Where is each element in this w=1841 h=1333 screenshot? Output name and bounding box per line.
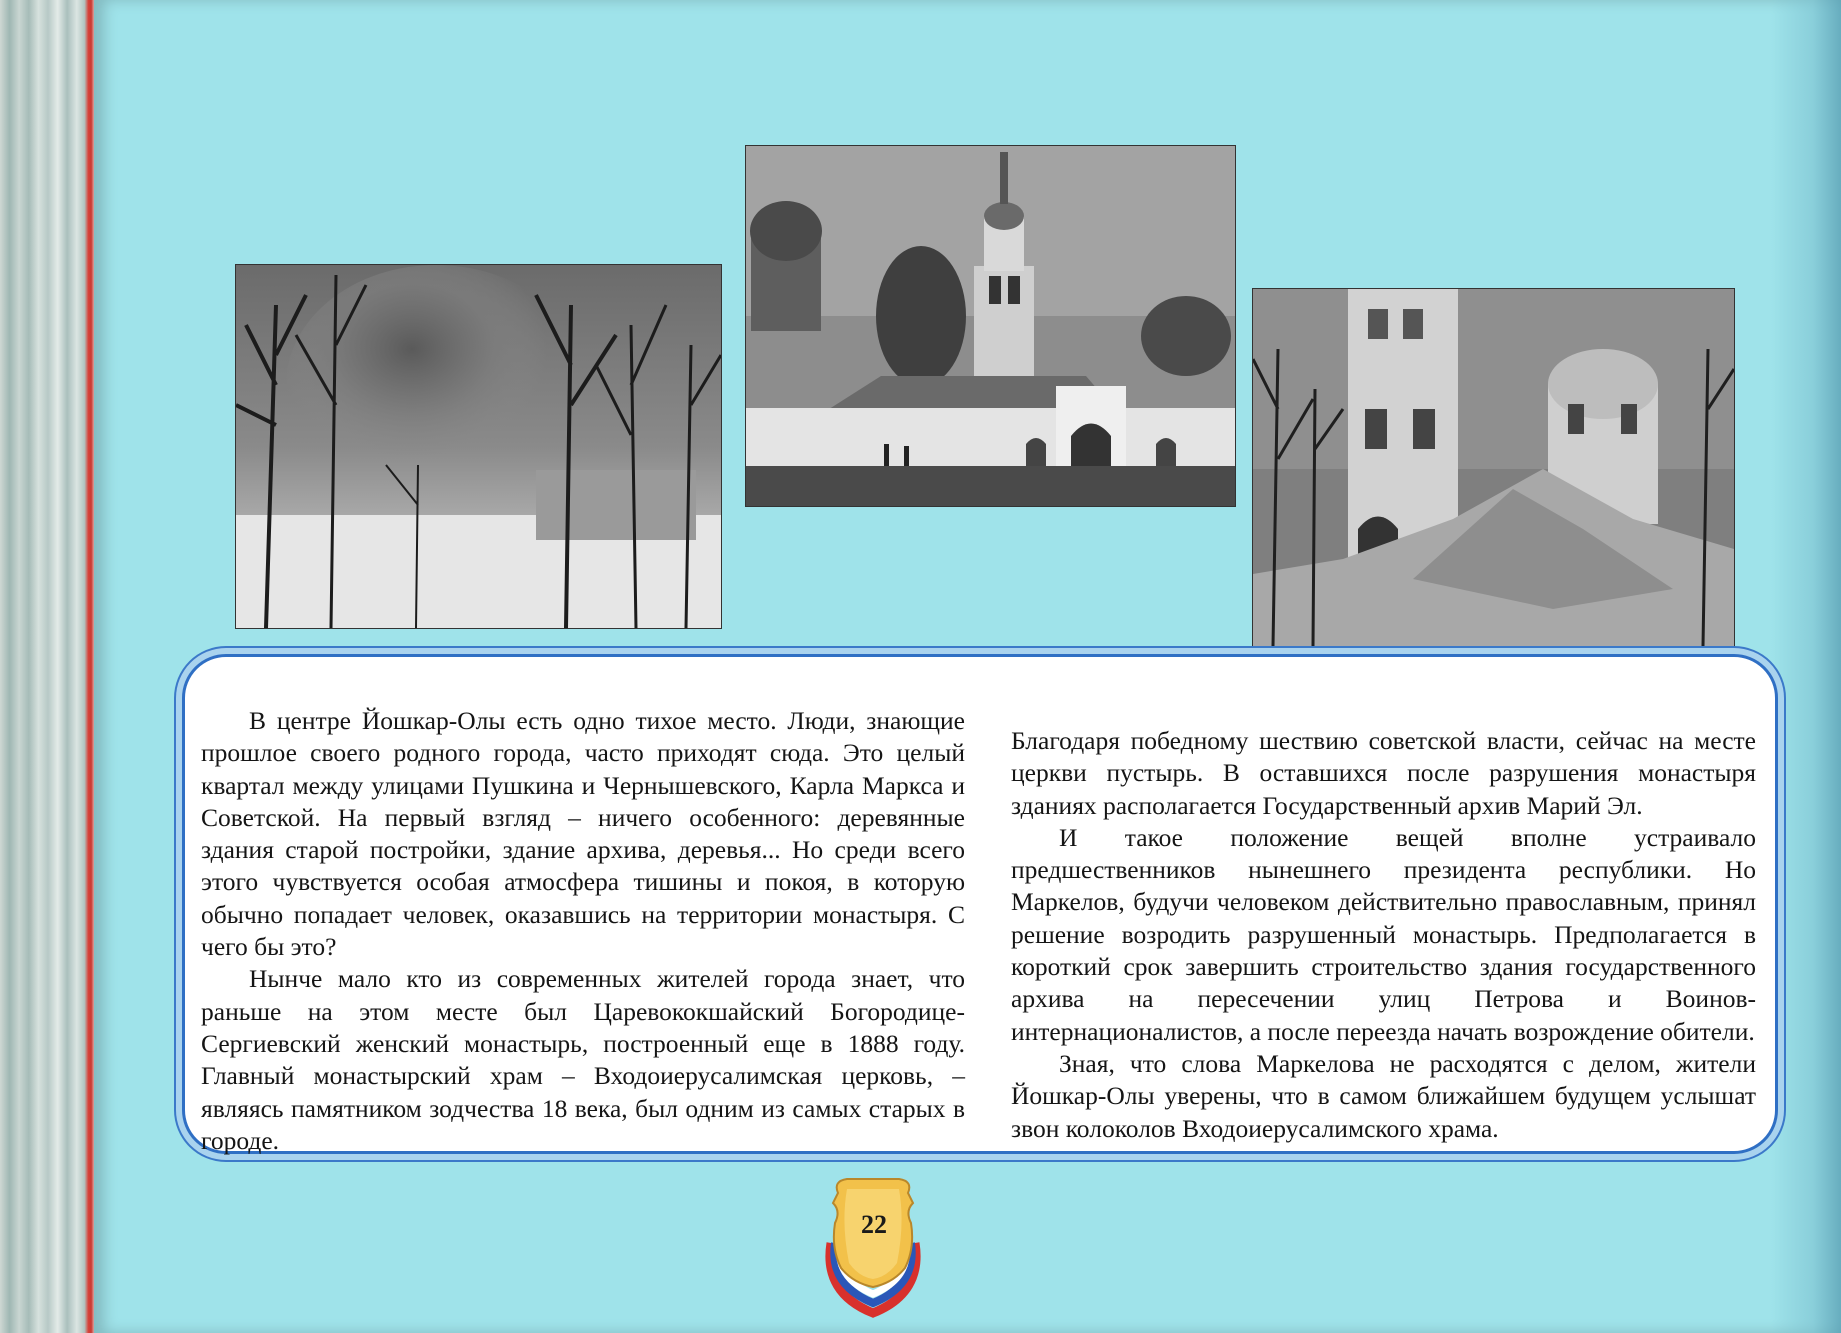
photo-monastery-bell-tower [745, 145, 1236, 507]
photo-smoke-winter-trees [235, 264, 722, 629]
paragraph: В центре Йошкар-Олы есть одно тихое место. Люди, знающие прошлое своего родного города, часто приходят сюда. Это целый квартал между улицами Пушкина и Чернышевского, Карла Маркса и Советской. На первый взгляд – ничего особенного: деревянные здания старой постройки, здание архива, деревья... Но среди всего этого чувствуется особая атмосфера тишины и покоя, в которую обычно попадает человек, оказавшись на территории монастыря. С чего бы это? [201, 706, 965, 962]
article-text-box [182, 654, 1778, 1154]
page-number: 22 [861, 1210, 887, 1239]
article-column-right [1011, 725, 1756, 1145]
photo-ruined-church [1252, 288, 1735, 647]
article-column-left [201, 705, 965, 1157]
paragraph: Благодаря победному шествию советской власти, сейчас на месте церкви пустырь. В оставшихся после разрушения монастыря зданиях располагается Государственный архив Марий Эл. [1011, 726, 1756, 820]
paragraph: Зная, что слова Маркелова не расходятся с делом, жители Йошкар-Олы уверены, что в самом ближайшем будущем услышат звон колоколов Входоиерусалимского храма. [1011, 1048, 1756, 1143]
page-number-emblem [813, 1173, 933, 1323]
paragraph: Нынче мало кто из современных жителей города знает, что раньше на этом месте был Царевококшайский Богородице-Сергиевский женский монастырь, построенный еще в 1888 году. Главный монастырский храм – Входоиерусалимская церковь, – являясь памятником зодчества 18 века, был одним из самых старых в городе. [201, 964, 965, 1155]
book-page-edges [0, 0, 96, 1333]
paragraph: И такое положение вещей вполне устраивало предшественников нынешнего президента республики. Но Маркелов, будучи человеком действительно православным, принял решение возродить разрушенный монастырь. Предполагается в короткий срок завершить строительство здания государственного архива на пересечении улиц Петрова и Воинов-интернационалистов, а после переезда начать возрождение обители. [1011, 822, 1756, 1046]
page-spine-shadow [1771, 0, 1841, 1333]
